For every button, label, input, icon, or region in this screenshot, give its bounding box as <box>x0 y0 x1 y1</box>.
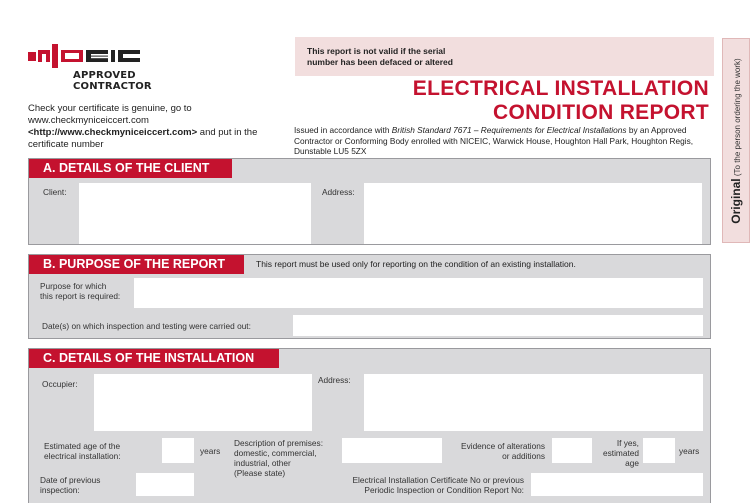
premises-label-line-1: Description of premises: <box>234 438 323 448</box>
section-b-note: This report must be used only for reporting on the condition of an existing installation. <box>256 259 576 269</box>
copy-tab-text <box>729 58 743 223</box>
title-line-1: ELECTRICAL INSTALLATION <box>412 77 709 100</box>
client-address-label: Address: <box>322 187 355 197</box>
verify-line-3: and put in the <box>197 127 258 138</box>
estimated-age-field[interactable] <box>162 438 194 463</box>
section-b-heading: B. PURPOSE OF THE REPORT <box>29 255 244 274</box>
section-c-heading: C. DETAILS OF THE INSTALLATION <box>29 349 279 368</box>
occupier-field[interactable] <box>94 374 312 431</box>
section-installation <box>28 348 711 503</box>
copy-tab-main: Original <box>729 177 743 224</box>
issued-statement <box>294 125 712 157</box>
premises-label-line-2: domestic, commercial, <box>234 448 317 458</box>
certificate-label-line-2: Periodic Inspection or Condition Report No: <box>364 485 524 495</box>
copy-tab <box>722 38 750 243</box>
alterations-field[interactable] <box>552 438 592 463</box>
previous-inspection-field[interactable] <box>136 473 194 496</box>
premises-description-label <box>234 438 323 478</box>
alterations-label <box>450 441 545 461</box>
verify-link[interactable]: <http://www.checkmyniceiccert.com> <box>28 127 198 138</box>
alteration-age-label-line-1: If yes, <box>616 438 639 448</box>
logo-line-contractor: CONTRACTOR <box>73 81 152 92</box>
certificate-label-line-1: Electrical Installation Certificate No or previous <box>352 475 524 485</box>
report-title <box>413 77 709 125</box>
section-a-heading: A. DETAILS OF THE CLIENT <box>29 159 232 178</box>
occupier-label: Occupier: <box>42 379 78 389</box>
purpose-field[interactable] <box>134 278 703 308</box>
copy-tab-sub: (To the person ordering the work) <box>733 57 742 176</box>
alteration-age-label-line-2: estimated <box>603 448 639 458</box>
client-address-field[interactable] <box>364 183 702 244</box>
issued-text-c: by an Approved Contractor or Conforming Body enrolled with NICEIC, Warwick House, Houghton Hall Park, Houghton Regis, Dunstable LU5 5ZX <box>294 125 694 156</box>
verify-line-1: Check your certificate is genuine, go to <box>28 103 192 114</box>
previous-inspection-label-line-2: inspection: <box>40 485 80 495</box>
alteration-age-label <box>595 438 639 468</box>
premises-label-line-4: (Please state) <box>234 468 286 478</box>
issued-text-a: Issued in accordance with <box>294 125 392 135</box>
certificate-number-field[interactable] <box>531 473 703 496</box>
premises-description-field[interactable] <box>342 438 442 463</box>
notice-line-2: number has been defaced or altered <box>307 57 453 67</box>
inspection-dates-field[interactable] <box>293 315 703 336</box>
niceic-logo <box>28 44 148 68</box>
issued-standard: British Standard 7671 – Requirements for Electrical Installations <box>391 125 627 135</box>
installation-address-label: Address: <box>318 375 351 385</box>
title-line-2: CONDITION REPORT <box>493 101 709 124</box>
verify-line-4: certificate number <box>28 139 104 150</box>
logo-line-approved: APPROVED <box>73 70 136 81</box>
niceic-logo-mark <box>28 44 148 68</box>
notice-line-1: This report is not valid if the serial <box>307 46 446 56</box>
age-label <box>44 441 121 461</box>
years-label-2: years <box>679 446 700 456</box>
purpose-label <box>40 281 120 301</box>
verify-instructions <box>28 103 278 151</box>
section-client <box>28 158 711 245</box>
years-label-1: years <box>200 446 221 456</box>
alterations-label-line-2: or additions <box>502 451 545 461</box>
alteration-age-label-line-3: age <box>625 458 639 468</box>
client-field[interactable] <box>79 183 311 244</box>
age-label-line-1: Estimated age of the <box>44 441 121 451</box>
alterations-label-line-1: Evidence of alterations <box>461 441 545 451</box>
verify-line-2: www.checkmyniceiccert.com <box>28 115 149 126</box>
certificate-number-label <box>319 475 524 495</box>
alteration-age-field[interactable] <box>643 438 675 463</box>
premises-label-line-3: industrial, other <box>234 458 291 468</box>
client-label: Client: <box>43 187 67 197</box>
logo-text <box>73 70 152 92</box>
validity-notice <box>295 37 714 76</box>
section-purpose <box>28 254 711 339</box>
purpose-label-line-1: Purpose for which <box>40 281 107 291</box>
age-label-line-2: electrical installation: <box>44 451 121 461</box>
installation-address-field[interactable] <box>364 374 703 431</box>
previous-inspection-label <box>40 475 100 495</box>
previous-inspection-label-line-1: Date of previous <box>40 475 101 485</box>
inspection-dates-label: Date(s) on which inspection and testing were carried out: <box>42 321 251 331</box>
purpose-label-line-2: this report is required: <box>40 291 121 301</box>
